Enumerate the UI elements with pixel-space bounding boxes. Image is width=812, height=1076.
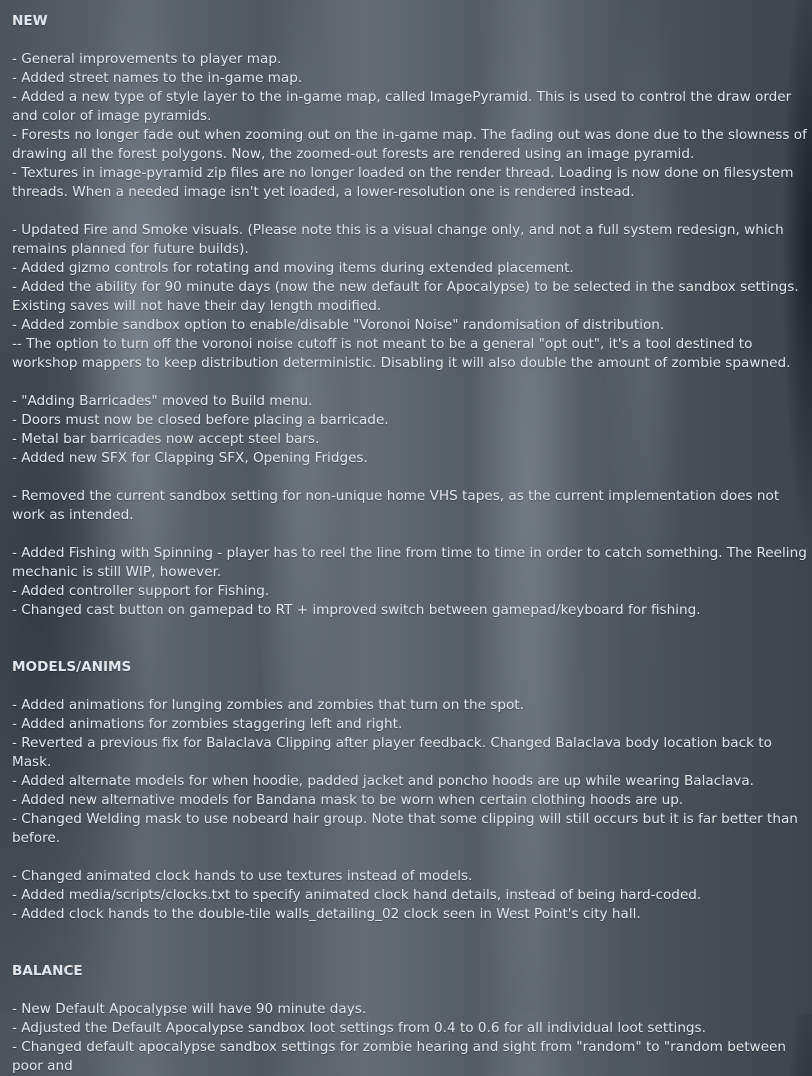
list-item: - Changed animated clock hands to use textures instead of models. [12, 868, 473, 884]
list-item: - Added clock hands to the double-tile walls_detailing_02 clock seen in West Point's city hall. [12, 906, 641, 922]
list-item: - Added controller support for Fishing. [12, 583, 270, 599]
list-item: - Added zombie sandbox option to enable/disable "Voronoi Noise" randomisation of distribution. [12, 317, 665, 333]
list-item: -- The option to turn off the voronoi noise cutoff is not meant to be a general "opt out", it's a tool destined to workshop mappers to keep distribution deterministic. Disabling it will also double the amount of zombie spawned. [12, 336, 791, 371]
list-item: - Metal bar barricades now accept steel bars. [12, 431, 320, 447]
section-title-new: NEW [12, 13, 48, 29]
list-item: - Changed cast button on gamepad to RT + improved switch between gamepad/keyboard for fishing. [12, 602, 701, 618]
list-item: - Removed the current sandbox setting for non-unique home VHS tapes, as the current implementation does not work as intended. [12, 488, 780, 523]
list-item: - Added new SFX for Clapping SFX, Opening Fridges. [12, 450, 368, 466]
list-item: - Added gizmo controls for rotating and moving items during extended placement. [12, 260, 574, 276]
list-item: - Added the ability for 90 minute days (now the new default for Apocalypse) to be selected in the sandbox settings. Existing saves will not have their day length modified. [12, 279, 799, 314]
list-item: - Added new alternative models for Bandana mask to be worn when certain clothing hoods are up. [12, 792, 684, 808]
list-item: - Added street names to the in-game map. [12, 70, 303, 86]
list-item: - Changed Welding mask to use nobeard hair group. Note that some clipping will still occurs but it is far better than before. [12, 811, 798, 846]
list-item: - Added alternate models for when hoodie, padded jacket and poncho hoods are up while wearing Balaclava. [12, 773, 755, 789]
list-item: - New Default Apocalypse will have 90 minute days. [12, 1001, 367, 1017]
section-title-balance: BALANCE [12, 963, 83, 979]
patch-notes [12, 12, 810, 1076]
list-item: - Added media/scripts/clocks.txt to specify animated clock hand details, instead of being hard-coded. [12, 887, 702, 903]
list-item: - Added a new type of style layer to the in-game map, called ImagePyramid. This is used to control the draw order and color of image pyramids. [12, 89, 792, 124]
section-title-models-anims: MODELS/ANIMS [12, 659, 132, 675]
list-item: - Doors must now be closed before placing a barricade. [12, 412, 389, 428]
list-item: - "Adding Barricades" moved to Build menu. [12, 393, 313, 409]
list-item: - Added animations for lunging zombies and zombies that turn on the spot. [12, 697, 524, 713]
list-item: - Forests no longer fade out when zooming out on the in-game map. The fading out was done due to the slowness of drawing all the forest polygons. Now, the zoomed-out forests are rendered using an image pyramid. [12, 127, 807, 162]
list-item: - Reverted a previous fix for Balaclava Clipping after player feedback. Changed Balaclava body location back to Mask. [12, 735, 772, 770]
list-item: - Added Fishing with Spinning - player has to reel the line from time to time in order to catch something. The Reeling mechanic is still WIP, however. [12, 545, 807, 580]
list-item: - Changed default apocalypse sandbox settings for zombie hearing and sight from "random" to "random between poor and [12, 1039, 786, 1074]
list-item: - Adjusted the Default Apocalypse sandbox loot settings from 0.4 to 0.6 for all individual loot settings. [12, 1020, 706, 1036]
list-item: - Textures in image-pyramid zip files are no longer loaded on the render thread. Loading is now done on filesystem threads. When a needed image isn't yet loaded, a lower-resolution one is rendered instead. [12, 165, 794, 200]
list-item: - Added animations for zombies staggering left and right. [12, 716, 403, 732]
list-item: - General improvements to player map. [12, 51, 282, 67]
list-item: - Updated Fire and Smoke visuals. (Please note this is a visual change only, and not a full system redesign, which remains planned for future builds). [12, 222, 784, 257]
